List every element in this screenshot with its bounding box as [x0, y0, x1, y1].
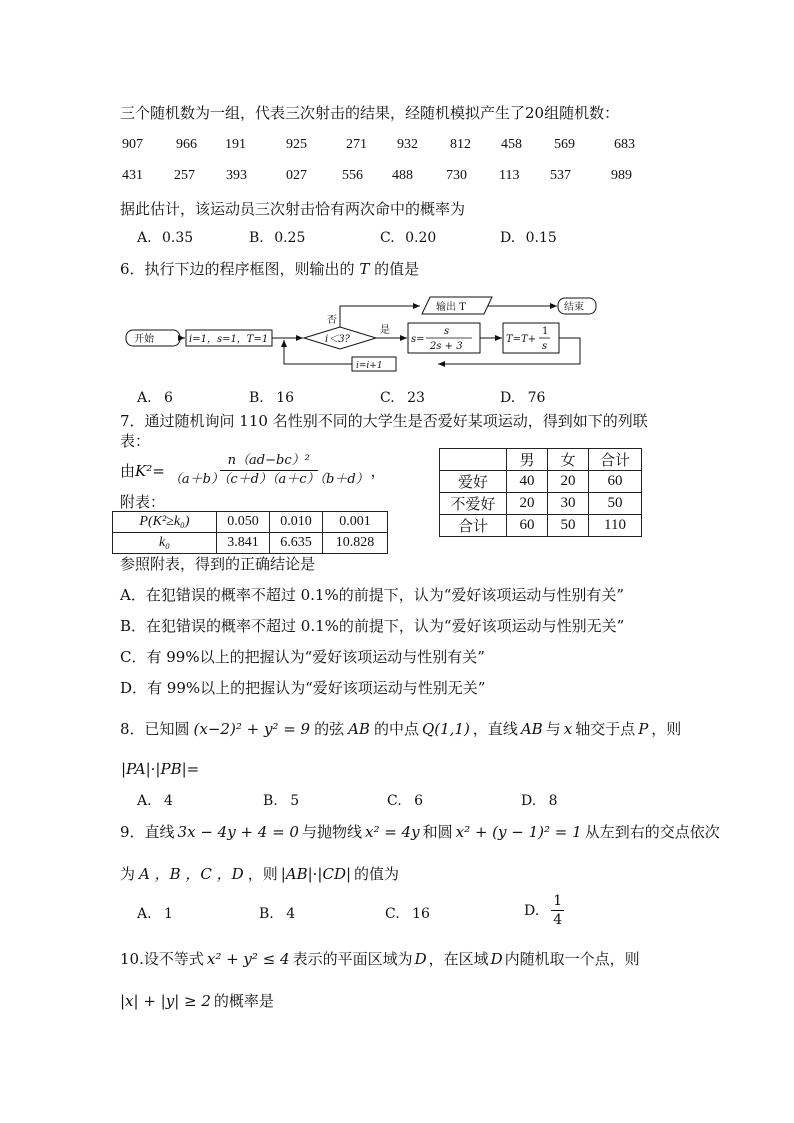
- number-cell: 812: [450, 137, 471, 152]
- q5-stem: 据此估计，该运动员三次射击恰有两次命中的概率为: [120, 200, 466, 218]
- yes-label: 是: [380, 325, 390, 336]
- q7-stem-line-2: 表：: [120, 432, 151, 450]
- number-cell: 191: [225, 137, 246, 152]
- contingency-cell: 60: [507, 515, 548, 537]
- q7-option-c: C．有 99%以上的把握认为“爱好该项运动与性别有关”: [120, 648, 485, 666]
- t-frac-den: s: [542, 341, 548, 352]
- contingency-cell: 合计: [440, 515, 507, 537]
- number-cell: 932: [397, 137, 418, 152]
- number-cell: 556: [342, 168, 363, 183]
- q8-expression: |PA|·|PB|=: [121, 760, 200, 778]
- q9-option-b: B. 4: [259, 906, 296, 922]
- q8-stem: 8．已知圆 (x−2)² + y² = 9 的弦 AB 的中点 Q(1,1) ，直线 AB 与 x 轴交于点 P ，则: [120, 720, 682, 738]
- q10-stem-line-2: |x| + |y| ≥ 2 的概率是: [120, 992, 274, 1010]
- contingency-cell: 30: [548, 493, 589, 515]
- q9-d-denominator: 4: [553, 912, 563, 928]
- number-cell: 027: [286, 168, 307, 183]
- q8-option-c: C. 6: [387, 793, 424, 809]
- q9-option-c: C. 16: [385, 906, 430, 922]
- formula-denominator: （a＋b）（c＋d）（a＋c）（b＋d）: [168, 472, 369, 487]
- flowchart: [120, 288, 600, 380]
- q9-option-d: D. $\frac{1}{4}$: [524, 893, 563, 928]
- contingency-header: 女: [548, 449, 589, 471]
- contingency-header: [440, 449, 507, 471]
- contingency-table: [439, 448, 642, 537]
- t-frac-num: 1: [542, 326, 549, 337]
- appendix-table: [112, 511, 388, 554]
- number-cell: 730: [446, 168, 467, 183]
- contingency-cell: 110: [589, 515, 642, 537]
- condition-label: i＜3?: [325, 334, 350, 345]
- q6-option-a: A. 6: [137, 390, 173, 406]
- contingency-cell: 50: [548, 515, 589, 537]
- q9-option-a: A. 1: [137, 906, 173, 922]
- number-cell: 488: [392, 168, 413, 183]
- q7-conclusion: 参照附表，得到的正确结论是: [120, 555, 316, 573]
- number-cell: 907: [122, 137, 143, 152]
- q5-option-a: A. 0.35: [137, 230, 194, 246]
- contingency-cell: 50: [589, 493, 642, 515]
- number-cell: 458: [501, 137, 522, 152]
- number-cell: 989: [611, 168, 632, 183]
- q7-option-b: B．在犯错误的概率不超过 0.1%的前提下，认为“爱好该项运动与性别无关”: [120, 617, 625, 635]
- formula-numerator: n（ad−bc）²: [220, 452, 318, 471]
- s-assign-label: s=: [411, 334, 425, 345]
- q6-option-b: B. 16: [249, 390, 295, 406]
- number-cell: 569: [554, 137, 575, 152]
- contingency-header: 合计: [589, 449, 642, 471]
- output-label: 输出 T: [436, 302, 466, 313]
- q8-option-b: B. 5: [263, 793, 300, 809]
- appendix-label: 附表：: [120, 493, 166, 511]
- number-cell: 966: [176, 137, 197, 152]
- appendix-cell: 6.635: [270, 533, 323, 554]
- appendix-cell: 0.010: [270, 512, 323, 533]
- appendix-row1-label: P(K²≥k₀): [113, 512, 217, 533]
- q10-stem-line-1: 10.设不等式 x² + y² ≤ 4 表示的平面区域为 D ，在区域 D 内随机取一个点，则: [120, 950, 640, 968]
- q5-option-b: B. 0.25: [249, 230, 306, 246]
- contingency-cell: 爱好: [440, 471, 507, 493]
- q7-option-a: A．在犯错误的概率不超过 0.1%的前提下，认为“爱好该项运动与性别有关”: [120, 586, 625, 604]
- q6-stem: 6．执行下边的程序框图，则输出的 T 的值是: [120, 260, 420, 278]
- k2-formula: 由 K²= $\frac{\text{n（ad−bc）²}}{(a+b)(c+d)(a+c)(b+d)}$ ，: [120, 453, 386, 487]
- intro-text: 三个随机数为一组，代表三次射击的结果，经随机模拟产生了20组随机数：: [120, 104, 620, 122]
- number-cell: 683: [614, 137, 635, 152]
- appendix-cell: 10.828: [323, 533, 388, 554]
- appendix-cell: 0.050: [217, 512, 270, 533]
- end-label: 结束: [564, 302, 584, 313]
- number-cell: 257: [174, 168, 195, 183]
- q6-option-d: D. 76: [500, 390, 546, 406]
- q7-option-d: D．有 99%以上的把握认为“爱好该项运动与性别无关”: [120, 679, 486, 697]
- number-cell: 393: [226, 168, 247, 183]
- appendix-cell: 0.001: [323, 512, 388, 533]
- init-label: i=1，s=1，T=1: [189, 334, 269, 345]
- contingency-cell: 20: [548, 471, 589, 493]
- number-cell: 113: [499, 168, 520, 183]
- contingency-cell: 60: [589, 471, 642, 493]
- contingency-cell: 20: [507, 493, 548, 515]
- q9-stem-line-1: 9．直线 3x − 4y + 4 = 0 与抛物线 x² = 4y 和圆 x² + (y − 1)² = 1 从左到右的交点依次: [120, 823, 720, 841]
- q7-stem-line-1: 7．通过随机询问 110 名性别不同的大学生是否爱好某项运动，得到如下的列联: [120, 412, 648, 430]
- appendix-cell: 3.841: [217, 533, 270, 554]
- q9-d-numerator: 1: [553, 893, 563, 909]
- t-assign-label: T=T+: [506, 334, 537, 345]
- contingency-cell: 40: [507, 471, 548, 493]
- q8-option-d: D. 8: [521, 793, 558, 809]
- contingency-cell: 不爱好: [440, 493, 507, 515]
- start-label: 开始: [134, 334, 154, 345]
- increment-label: i=i+1: [356, 361, 383, 371]
- number-cell: 271: [346, 137, 367, 152]
- contingency-header: 男: [507, 449, 548, 471]
- q9-stem-line-2: 为 A ，B ，C ，D ，则 |AB|·|CD| 的值为: [120, 865, 400, 883]
- q5-option-d: D. 0.15: [500, 230, 557, 246]
- no-label: 否: [327, 315, 337, 326]
- number-cell: 925: [286, 137, 307, 152]
- number-cell: 537: [550, 168, 571, 183]
- q5-option-c: C. 0.20: [380, 230, 437, 246]
- appendix-row2-label: k₀: [113, 533, 217, 554]
- q6-option-c: C. 23: [380, 390, 425, 406]
- s-frac-num: s: [444, 326, 450, 337]
- number-cell: 431: [122, 168, 143, 183]
- q8-option-a: A. 4: [137, 793, 173, 809]
- s-frac-den: 2s + 3: [430, 341, 463, 352]
